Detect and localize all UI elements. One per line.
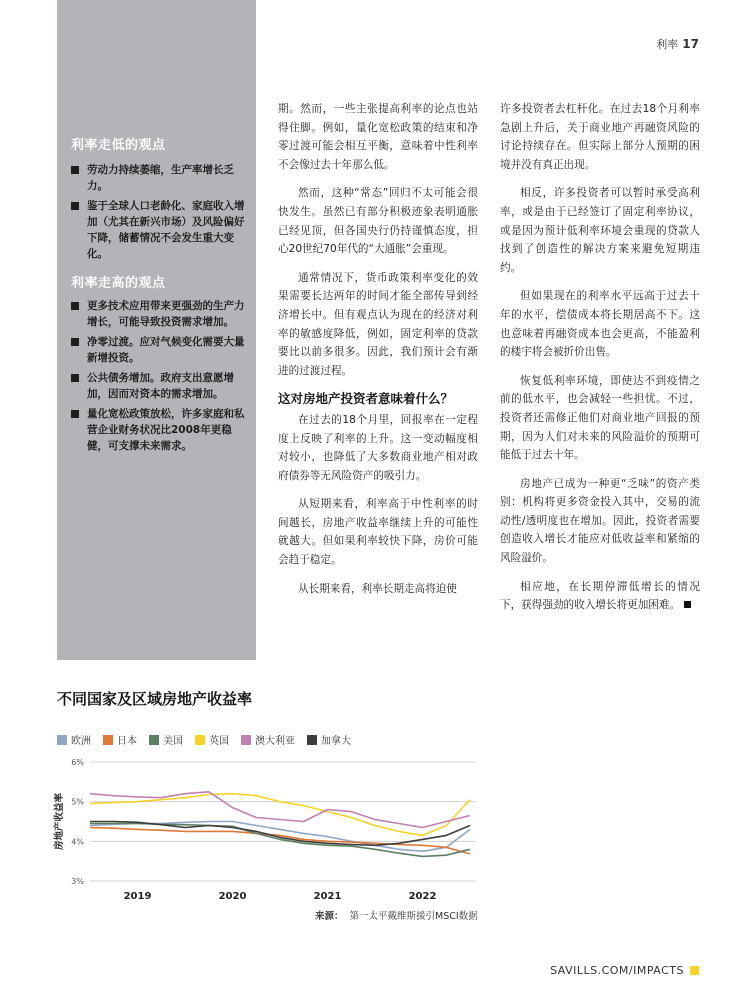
paragraph: 通常情况下，货币政策利率变化的效果需要长达两年的时间才能全部传导到经济增长中。但有观点认为现在的经济对利率的敏感度降低，例如，固定利率的贷款要比以前多很多。因此，我们预计会有渐进的过渡过程。	[278, 271, 478, 377]
legend-item	[57, 732, 91, 747]
legend-label: 加拿大	[321, 736, 351, 747]
bullet-square-icon	[71, 410, 79, 418]
legend-item	[149, 732, 183, 747]
legend-label: 欧洲	[71, 736, 91, 747]
section-name: 利率	[656, 38, 679, 51]
paragraph: 期。然而，一些主张提高利率的论点也站得住脚。例如，量化宽松政策的结束和净零过渡可能会相互平衡，意味着中性利率不会像过去十年那么低。	[278, 103, 478, 171]
y-tick-label: 4%	[71, 837, 84, 847]
sidebar-low-heading: 利率走低的观点	[71, 138, 166, 153]
paragraph: 相反，许多投资者可以暂时承受高利率，或是由于已经签订了固定利率协议，或是因为预计低利率环境会重现的贷款人找到了创造性的解决方案来避免短期违约。	[500, 187, 700, 274]
series-line	[90, 792, 470, 828]
paragraph: 恢复低利率环境，即使达不到疫情之前的低水平，也会减轻一些担忧。不过，投资者还需修正他们对商业地产回报的预期，因为人们对未来的风险溢价的预期可能低于过去十年。	[500, 374, 700, 462]
chart-title: 不同国家及区域房地产收益率	[57, 690, 253, 708]
legend-swatch	[241, 735, 251, 745]
sidebar-high-list	[71, 298, 249, 458]
sidebar-low-list	[71, 162, 249, 266]
page-number: 17	[682, 37, 699, 51]
series-line	[90, 824, 470, 857]
bullet-square-icon	[71, 338, 79, 346]
footer-url[interactable]: SAVILLS.COM/IMPACTS	[550, 964, 684, 977]
sidebar-high-heading: 利率走高的观点	[71, 276, 166, 291]
y-tick-label: 6%	[71, 758, 84, 767]
legend-swatch	[195, 735, 205, 745]
sidebar-panel	[57, 0, 256, 660]
bullet-square-icon	[71, 166, 79, 174]
yield-line-chart	[40, 750, 480, 908]
bullet-square-icon	[71, 374, 79, 382]
paragraph: 相应地，在长期停滞低增长的情况下，获得强劲的收入增长将更加困难。	[500, 580, 700, 612]
list-item: 鉴于全球人口老龄化、家庭收入增加（尤其在新兴市场）及风险偏好下降，储蓄情况不会发生重大变化。	[71, 198, 249, 262]
legend-item	[103, 732, 137, 747]
chart-source	[315, 908, 478, 922]
list-item: 净零过渡。应对气候变化需要大量新增投资。	[71, 334, 249, 366]
footer	[550, 964, 699, 977]
x-tick-label: 2020	[218, 891, 247, 902]
list-item: 公共债务增加。政府支出意愿增加，因而对资本的需求增加。	[71, 370, 249, 402]
end-mark-icon	[684, 601, 691, 608]
chart-legend	[57, 732, 351, 747]
legend-item	[241, 732, 295, 747]
paragraph: 从长期来看，利率长期走高将迫使	[298, 582, 457, 595]
running-header	[656, 36, 699, 52]
bullet-square-icon	[71, 302, 79, 310]
section-heading: 这对房地产投资者意味着什么？	[278, 391, 454, 407]
source-text: 第一太平戴维斯援引MSCI数据	[349, 911, 478, 922]
x-tick-label: 2022	[408, 891, 437, 902]
source-label: 来源：	[315, 911, 344, 922]
paragraph: 但如果现在的利率水平远高于过去十年的水平，偿债成本将长期居高不下。这也意味着再融资成本也会更高，不能盈利的楼宇将会被折价出售。	[500, 290, 700, 359]
list-item: 量化宽松政策放松，许多家庭和私营企业财务状况比2008年更稳健，可支撑未来需求。	[71, 406, 249, 454]
article-column-2	[500, 100, 700, 625]
legend-label: 日本	[117, 736, 137, 747]
bullet-square-icon	[71, 202, 79, 210]
legend-swatch	[307, 735, 317, 745]
legend-item	[195, 732, 229, 747]
legend-label: 澳大利亚	[255, 736, 295, 747]
legend-swatch	[149, 735, 159, 745]
paragraph: 房地产已成为一种更“乏味”的资产类别：机构将更多资金投入其中，交易的流动性/透明度也在增加。因此，投资者需要创造收入增长才能应对低收益率和紧缩的风险溢价。	[500, 477, 700, 565]
y-tick-label: 5%	[71, 797, 84, 807]
list-item: 劳动力持续萎缩，生产率增长乏力。	[71, 162, 249, 194]
legend-label: 美国	[163, 736, 183, 747]
brand-square-icon	[690, 966, 699, 975]
article-column-1	[278, 100, 478, 608]
paragraph: 从短期来看，利率高于中性利率的时间越长，房地产收益率继续上升的可能性就越大。但如果利率较快下降，房价可能会趋于稳定。	[278, 498, 478, 567]
y-axis-label: 房地产收益率	[54, 792, 65, 851]
paragraph: 许多投资者去杠杆化。在过去18个月利率急剧上升后，关于商业地产再融资风险的讨论持续存在。但实际上部分人预期的困境并没有真正出现。	[500, 103, 700, 171]
y-tick-label: 3%	[71, 877, 84, 886]
paragraph: 然而，这种“常态”回归不太可能会很快发生。虽然已有部分积极迹象表明通胀已经见顶，但各国央行仍持谨慎态度，担心20世纪70年代的“大通胀”会重现。	[278, 187, 478, 256]
legend-label: 英国	[209, 736, 229, 747]
x-tick-label: 2021	[313, 891, 342, 902]
legend-item	[307, 732, 351, 747]
legend-swatch	[57, 735, 67, 745]
legend-swatch	[103, 735, 113, 745]
list-item: 更多技术应用带来更强劲的生产力增长，可能导致投资需求增加。	[71, 298, 249, 330]
x-tick-label: 2019	[123, 891, 152, 902]
paragraph: 在过去的18个月里，回报率在一定程度上反映了利率的上升。这一变动幅度相对较小，也降低了大多数商业地产相对政府债券等无风险资产的吸引力。	[278, 413, 478, 482]
